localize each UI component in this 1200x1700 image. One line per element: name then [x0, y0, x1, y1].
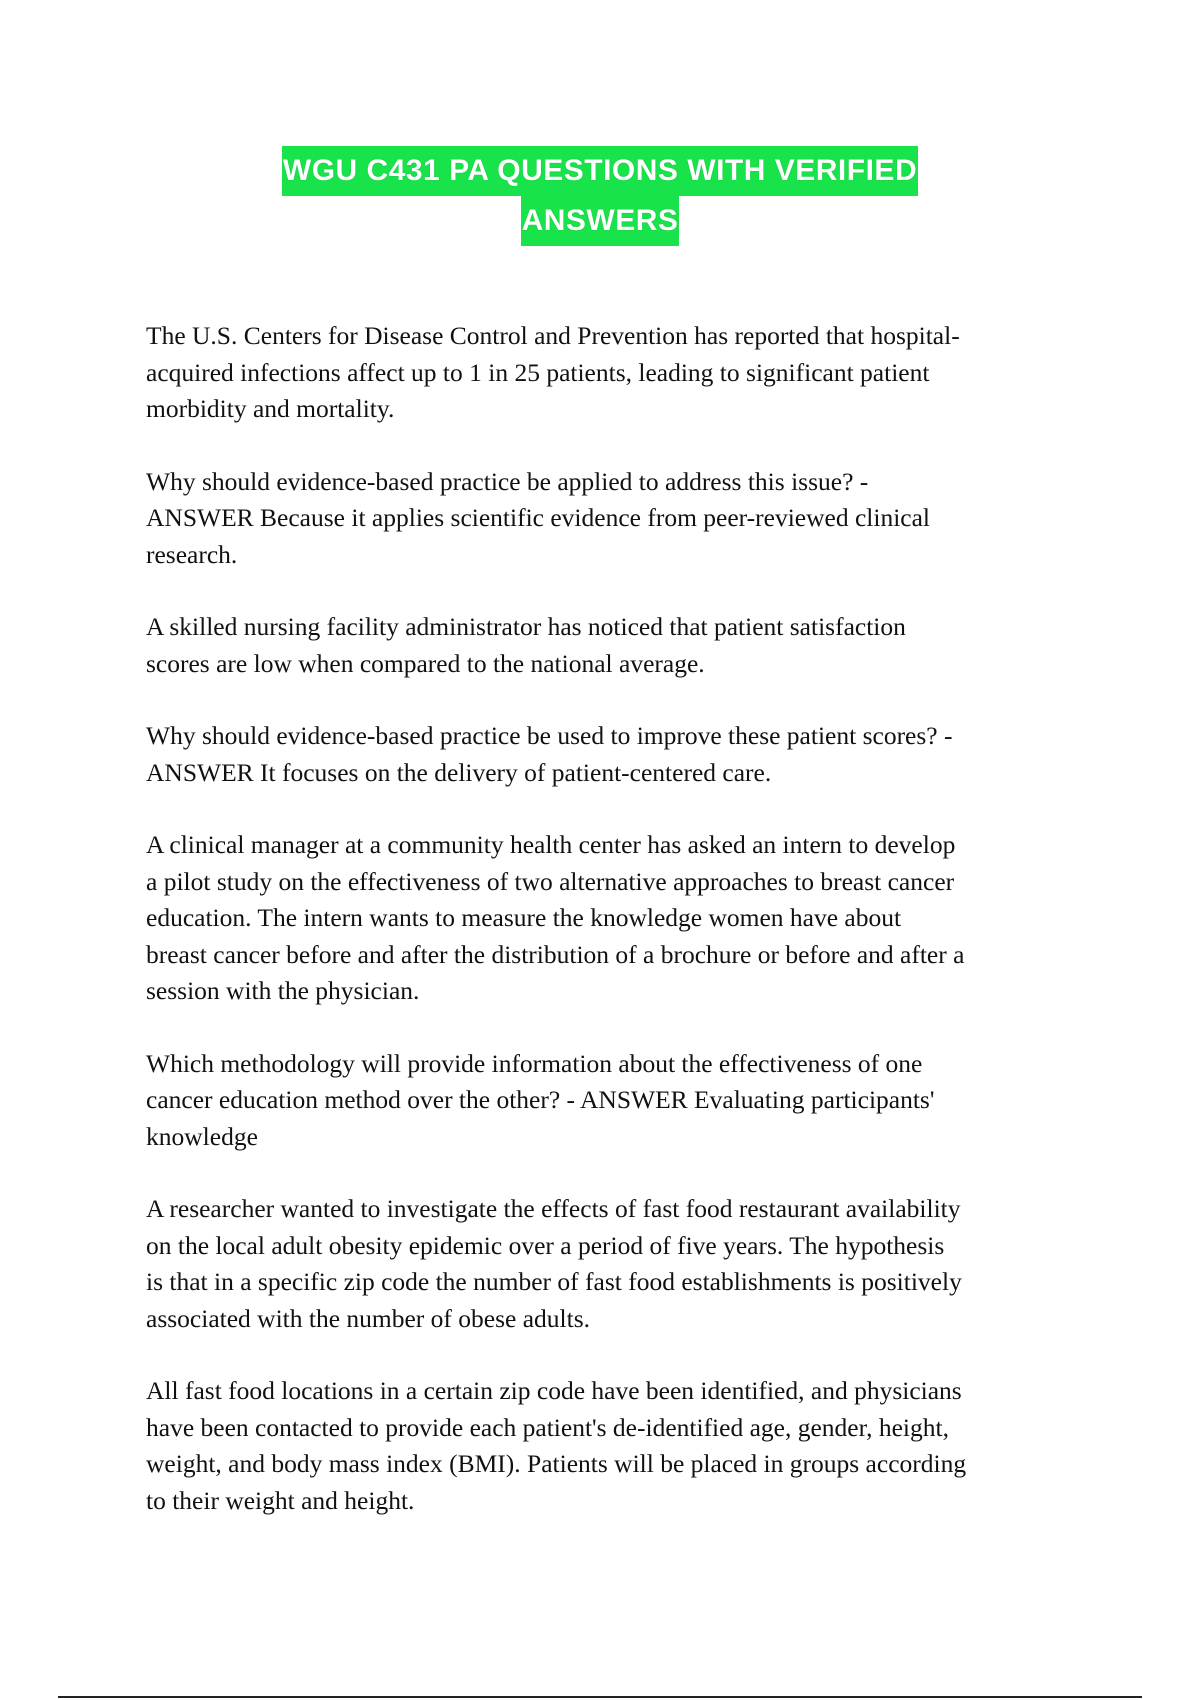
paragraph-patient-satisfaction: A skilled nursing facility administrator has noticed that patient satisfaction scores are low when compared to the national average. [146, 612, 906, 678]
title-line-2: ANSWERS [521, 196, 680, 246]
paragraph-hospital-infections: The U.S. Centers for Disease Control and Prevention has reported that hospital- acquired infections affect up to 1 in 25 patients, leading to significant patient morbidity and mortality. [146, 321, 960, 423]
paragraph-fast-food-research: A researcher wanted to investigate the effects of fast food restaurant availability on the local adult obesity epidemic over a period of five years. The hypothesis is that in a specific zip code the number of fast food establishments is positively associated with the number of obese adults. [146, 1194, 962, 1333]
paragraph-question-answer-1: Why should evidence-based practice be applied to address this issue? - ANSWER Because it applies scientific evidence from peer-reviewed clinical research. [146, 466, 931, 569]
title-line-1: WGU C431 PA QUESTIONS WITH VERIFIED [282, 146, 918, 196]
paragraph-question-answer-3: Which methodology will provide information about the effectiveness of one cancer education method over the other? - ANSWER Evaluating participants' knowledge [146, 1048, 935, 1151]
paragraph-question-answer-2: Why should evidence-based practice be used to improve these patient scores? - ANSWER It focuses on the delivery of patient-centered care. [146, 721, 953, 787]
paragraph-pilot-study: A clinical manager at a community health center has asked an intern to develop a pilot study on the effectiveness of two alternative approaches to breast cancer education. The intern wants to measure the knowledge women have about breast cancer before and after the distribution of a brochure or before and after a session with the physician. [146, 830, 965, 1005]
paragraph-data-collection: All fast food locations in a certain zip code have been identified, and physicians have been contacted to provide each patient's de-identified age, gender, height, weight, and body mass index (BMI). Patients will be placed in groups according to their weight and height. [146, 1376, 967, 1515]
document-body [146, 318, 1066, 1555]
page-bottom-divider [58, 1696, 1142, 1698]
document-title [0, 146, 1200, 246]
